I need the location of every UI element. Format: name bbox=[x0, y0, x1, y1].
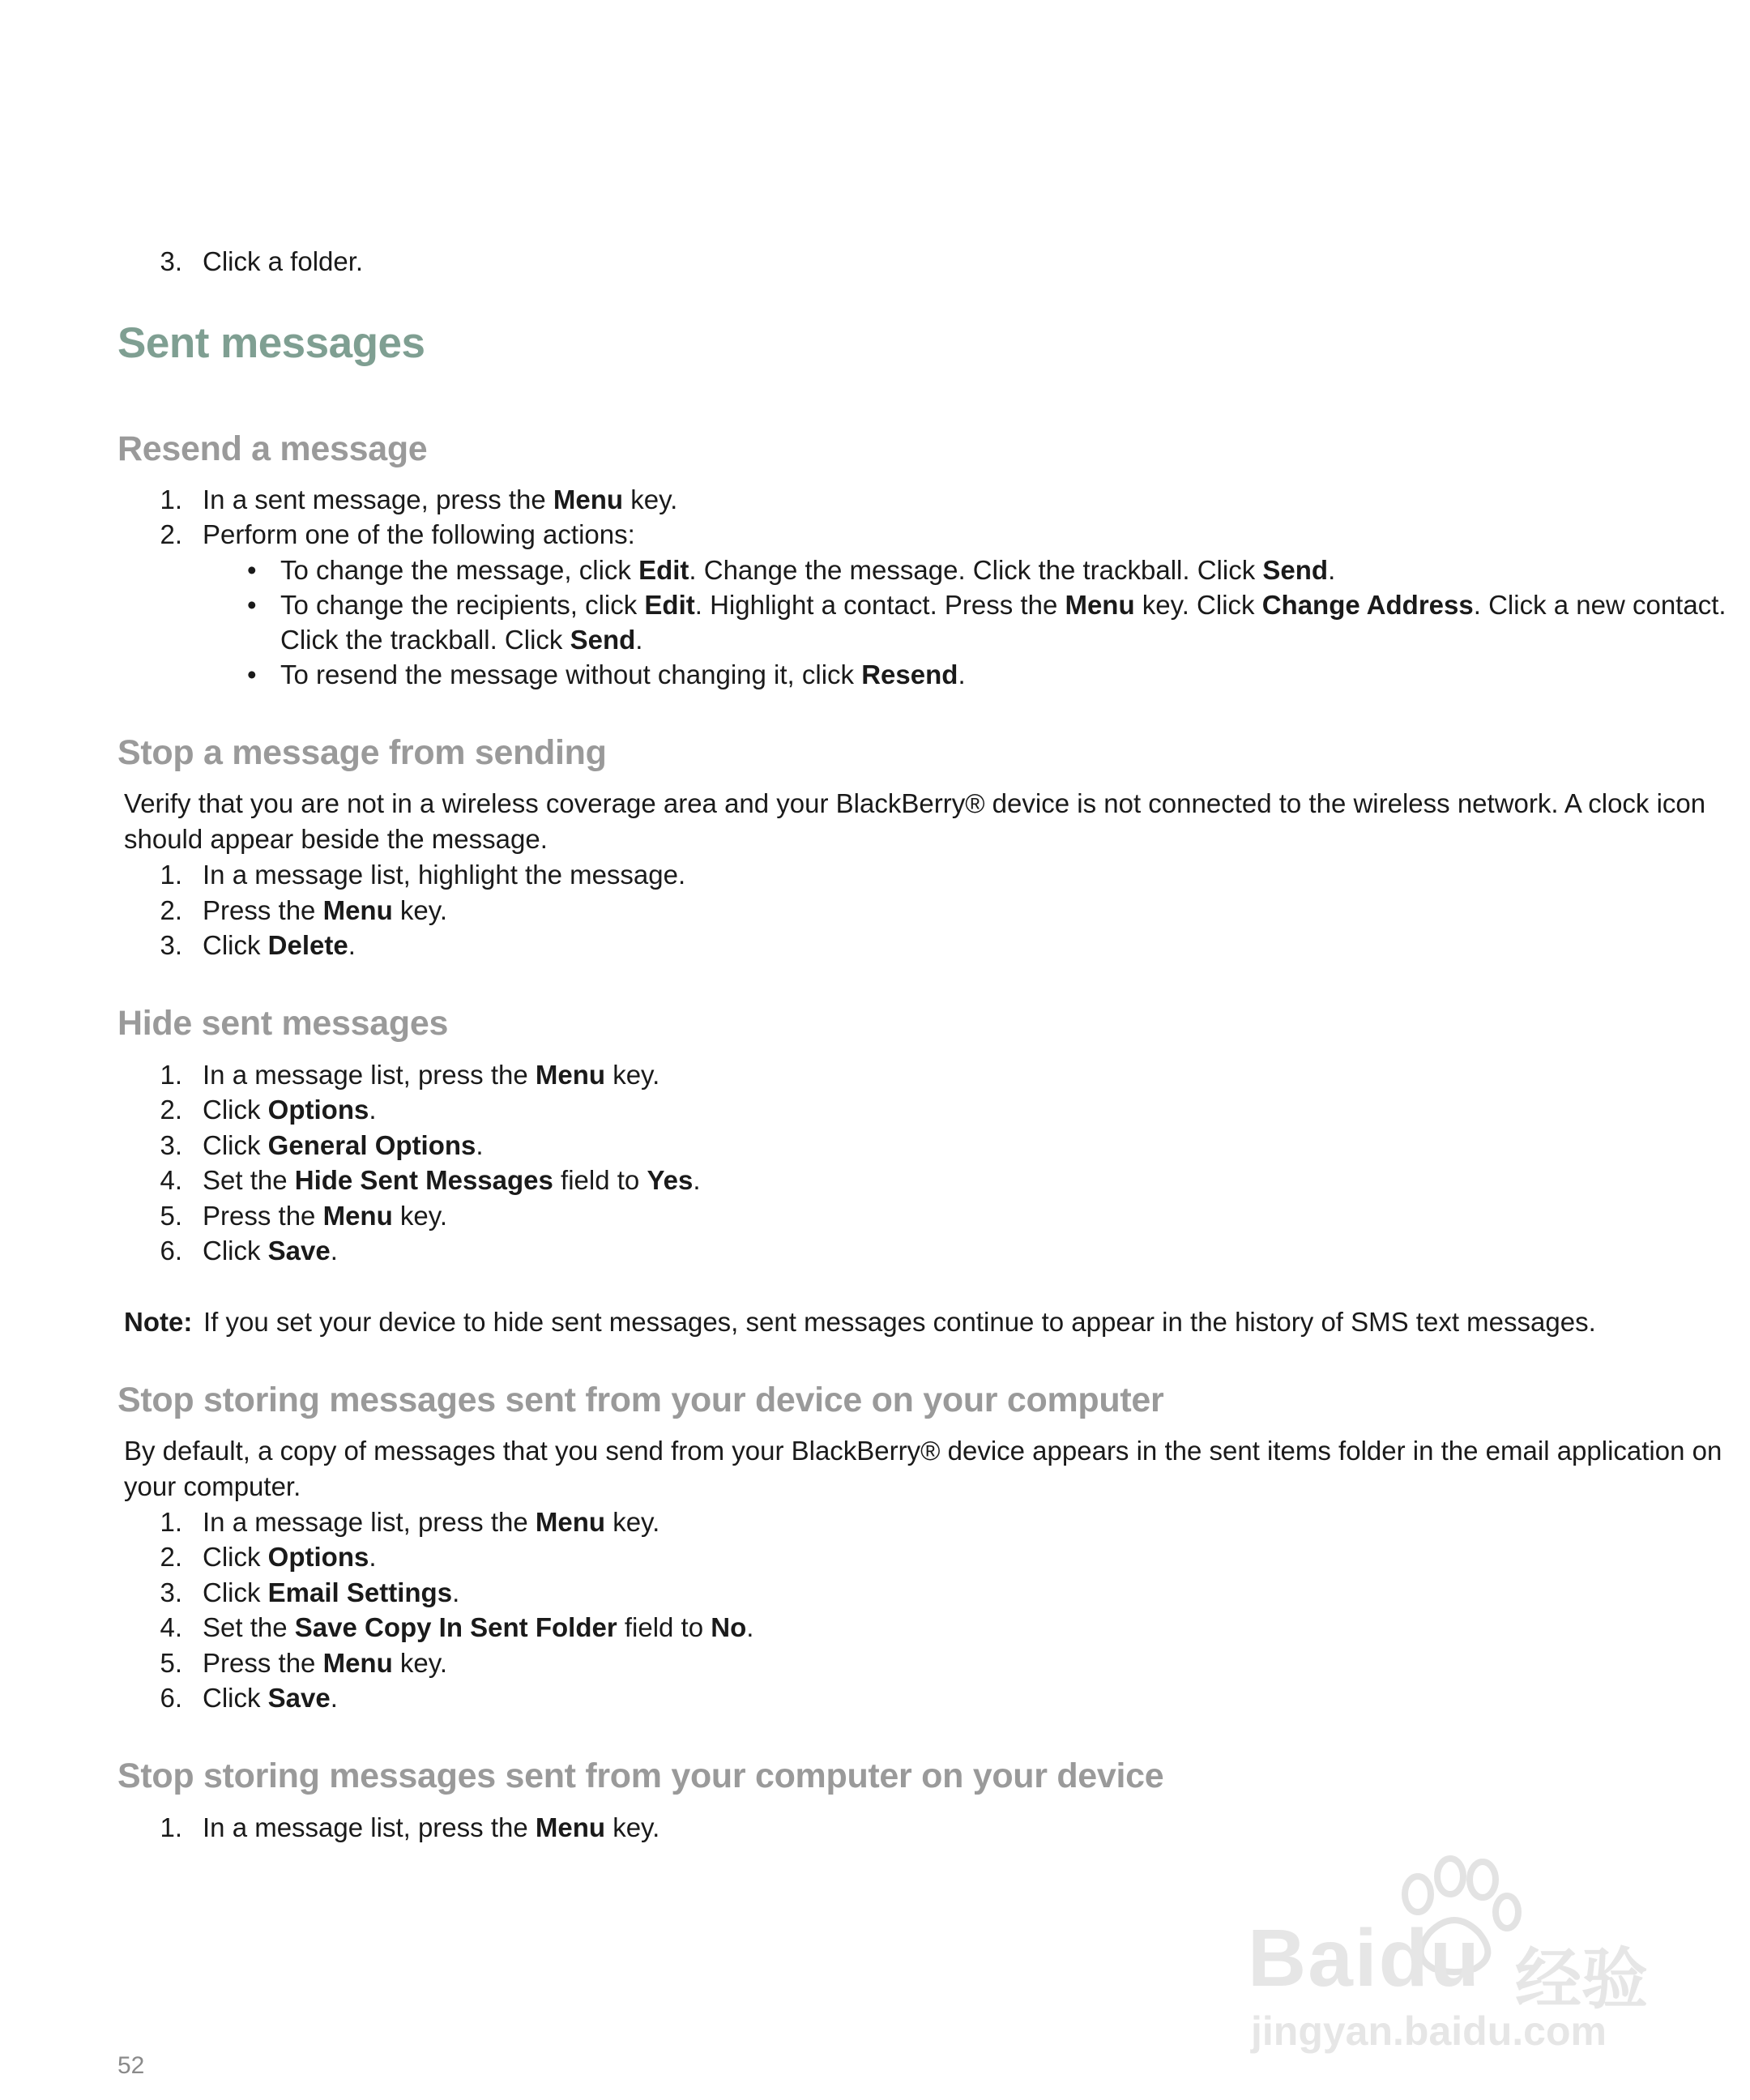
heading-stop-storing-computer: Stop storing messages sent from your computer on your device bbox=[117, 1756, 1164, 1795]
note-label: Note: bbox=[124, 1307, 193, 1337]
section-title: Sent messages bbox=[117, 319, 425, 367]
paragraph: Verify that you are not in a wireless coverage area and your BlackBerry® device is not connected to the wireless network. A clock icon bbox=[124, 788, 1706, 818]
paragraph: should appear beside the message. bbox=[124, 824, 548, 854]
heading-stop-sending: Stop a message from sending bbox=[117, 733, 607, 772]
heading-stop-storing-device: Stop storing messages sent from your device on your computer bbox=[117, 1381, 1164, 1419]
note-text: If you set your device to hide sent messages, sent messages continue to appear in the history of SMS text messages. bbox=[203, 1307, 1596, 1337]
bullet-icon: • bbox=[247, 659, 257, 689]
note bbox=[124, 1304, 1596, 1340]
watermark-url: jingyan.baidu.com bbox=[1251, 2008, 1607, 2054]
paragraph: By default, a copy of messages that you send from your BlackBerry® device appears in the sent items folder in the email application on bbox=[124, 1436, 1722, 1466]
heading-hide-sent: Hide sent messages bbox=[117, 1004, 449, 1043]
paragraph: your computer. bbox=[124, 1471, 301, 1501]
watermark-cn: 经验 bbox=[1515, 1943, 1649, 2017]
bullet-icon: • bbox=[247, 555, 257, 585]
heading-resend: Resend a message bbox=[117, 429, 428, 468]
document-page: 3. Click a folder. Sent messages Resend a message 1. In a sent message, press the Menu key. 2. Perform one of the following actions: • To change the message, click Edit. Change the message. Click the trackball. Click Send. • To change the recipients, click Edit. Highlight a contact. Press the Menu key. Click Change Address. Click a new contact. Click the trackball. Click Send. • To resend the message without changing it, click Resend. Stop a message from sending Verify that you are not in a wireless coverage area and your BlackBerry® device is not connected to the wireless network. A clock icon should appear beside the message. 1. In a message list, highlight the message. 2. Press the Menu key. 3. Click Delete. Hide sent messages 1. In a message list, press the Menu key. 2. Click Options. 3. Click General Options. 4. Set the Hide Sent Messages field to Yes. 5. Press the Menu key. 6. Click Save. Note: If you set your device to hide sent messages, sent messages continue to appear in the history of SMS text messages. Stop storing messages sent from your device on your computer By default, a copy of messages that you send from your BlackBerry® device appears in the sent items folder in the email application on your computer. 1. In a message list, press the Menu key. 2. Click Options. 3. Click Email Settings. 4. Set the Save Copy In Sent Folder field to No. 5. Press the Menu key. 6. Click Save. Stop storing messages sent from your computer on your device 1. In a message list, press the Menu key. Baidu 经验 jingyan.baidu.com 52 bbox=[117, 246, 1727, 2079]
watermark-brand: Baidu bbox=[1248, 1913, 1481, 2004]
bullet-icon: • bbox=[247, 590, 257, 620]
watermark bbox=[1248, 1855, 1669, 2058]
page-number: 52 bbox=[117, 2052, 145, 2079]
